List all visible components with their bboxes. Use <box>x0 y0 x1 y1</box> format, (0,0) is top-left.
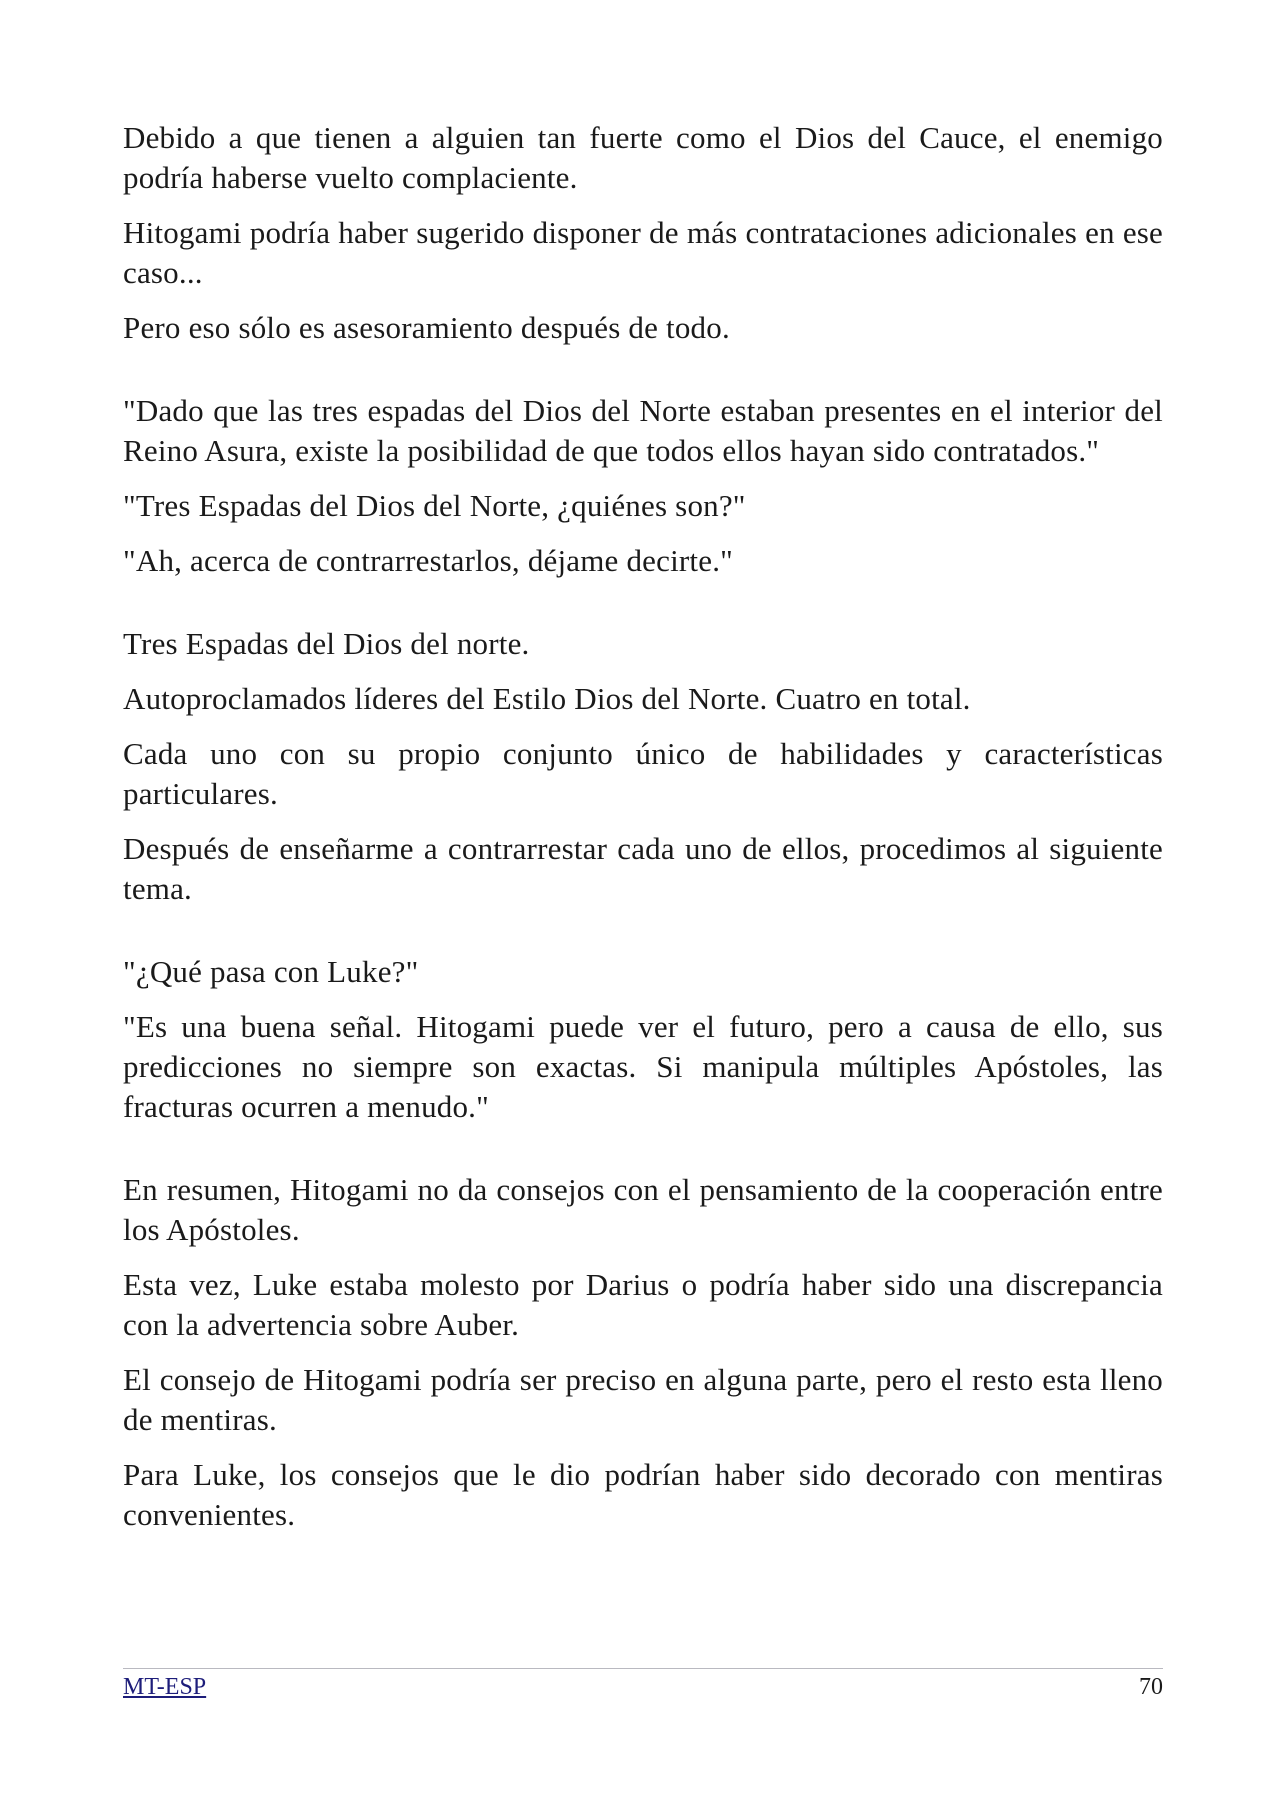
paragraph: Después de enseñarme a contrarrestar cada uno de ellos, procedimos al siguiente tema. <box>123 831 1163 906</box>
paragraph: El consejo de Hitogami podría ser preciso en alguna parte, pero el resto esta lleno de mentiras. <box>123 1362 1163 1437</box>
paragraph: Esta vez, Luke estaba molesto por Darius o podría haber sido una discrepancia con la advertencia sobre Auber. <box>123 1267 1163 1342</box>
paragraph: "Tres Espadas del Dios del Norte, ¿quiénes son?" <box>123 488 746 523</box>
paragraph: Tres Espadas del Dios del norte. <box>123 626 530 661</box>
paragraph: Autoproclamados líderes del Estilo Dios del Norte. Cuatro en total. <box>123 681 971 716</box>
paragraph: "Dado que las tres espadas del Dios del Norte estaban presentes en el interior del Reino Asura, existe la posibilidad de que todos ellos hayan sido contratados." <box>123 393 1163 468</box>
section-break <box>123 596 1163 624</box>
footer-divider <box>123 1668 1163 1669</box>
section-break <box>123 1142 1163 1170</box>
paragraph: En resumen, Hitogami no da consejos con el pensamiento de la cooperación entre los Apóstoles. <box>123 1172 1163 1247</box>
paragraph: "¿Qué pasa con Luke?" <box>123 954 419 989</box>
paragraph: Para Luke, los consejos que le dio podrían haber sido decorado con mentiras convenientes. <box>123 1457 1163 1532</box>
section-break <box>123 363 1163 391</box>
page-body <box>123 118 1163 1550</box>
paragraph: Pero eso sólo es asesoramiento después de todo. <box>123 310 730 345</box>
footer-link[interactable]: MT-ESP <box>123 1674 207 1700</box>
paragraph: Cada uno con su propio conjunto único de habilidades y características particulares. <box>123 736 1163 811</box>
paragraph: "Ah, acerca de contrarrestarlos, déjame decirte." <box>123 543 734 578</box>
paragraph: "Es una buena señal. Hitogami puede ver el futuro, pero a causa de ello, sus predicciones no siempre son exactas. Si manipula múltiples Apóstoles, las fracturas ocurren a menudo." <box>123 1009 1163 1124</box>
paragraph: Debido a que tienen a alguien tan fuerte como el Dios del Cauce, el enemigo podría haberse vuelto complaciente. <box>123 120 1163 195</box>
page-number: 70 <box>1139 1674 1163 1700</box>
section-break <box>123 924 1163 952</box>
paragraph: Hitogami podría haber sugerido disponer de más contrataciones adicionales en ese caso... <box>123 215 1163 290</box>
